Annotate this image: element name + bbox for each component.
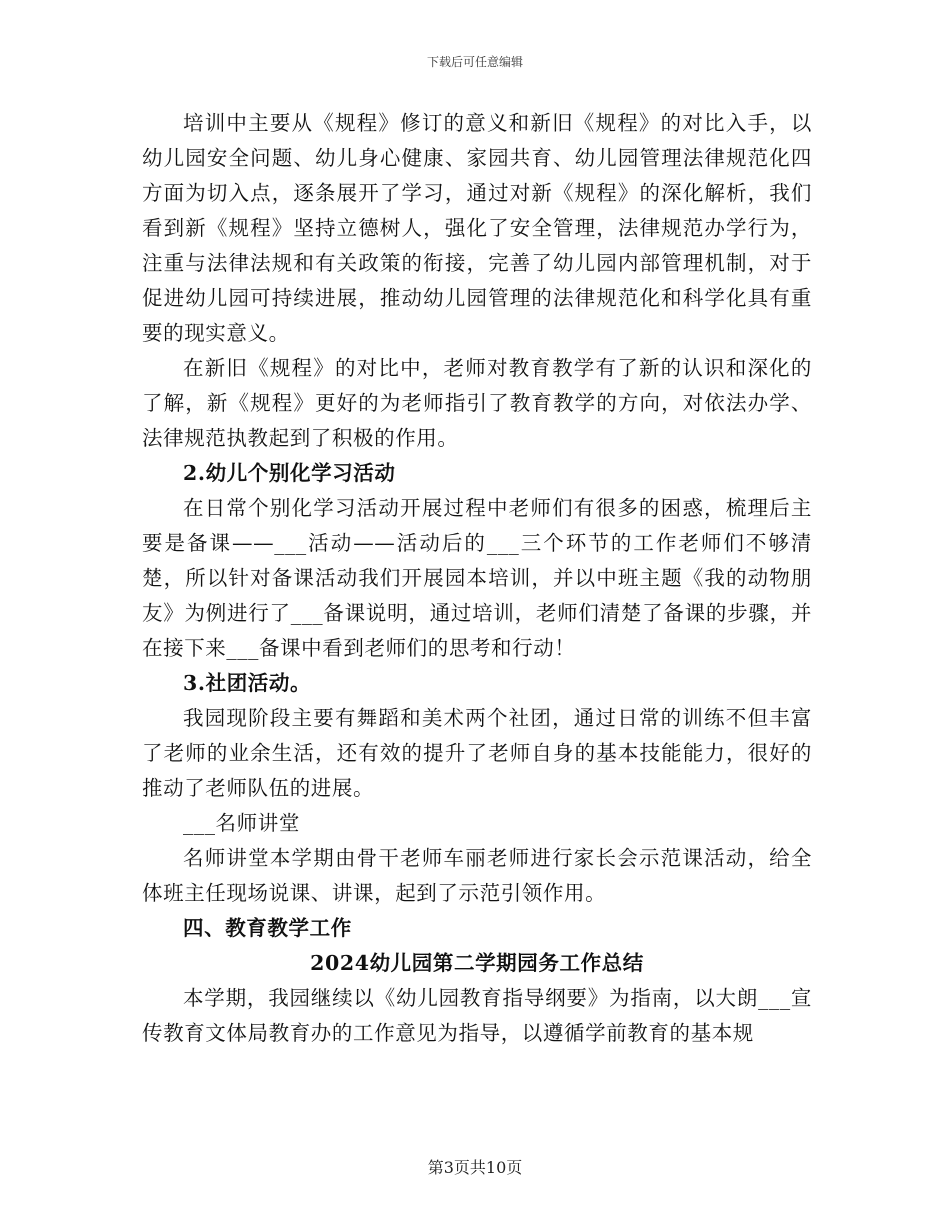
paragraph-old-new-comparison: 在新旧《规程》的对比中，老师对教育教学有了新的认识和深化的了解，新《规程》更好的为老师指引了教育教学的方向，对依法办学、法律规范执教起到了积极的作用。 <box>142 356 812 450</box>
paragraph-club-activities: 我园现阶段主要有舞蹈和美术两个社团，通过日常的训练不但丰富了老师的业余生活，还有效的提升了老师自身的基本技能能力，很好的推动了老师队伍的进展。 <box>142 706 812 800</box>
paragraph-individual-learning: 在日常个别化学习活动开展过程中老师们有很多的困惑，梳理后主要是备课——___活动——活动后的___三个环节的工作老师们不够清楚，所以针对备课活动我们开展园本培训，并以中班主题《我的动物朋友》为例进行了___备课说明，通过培训，老师们清楚了备课的步骤，并在接下来___备课中看到老师们的思考和行动！ <box>142 496 812 660</box>
paragraph-lecture: 名师讲堂本学期由骨干老师车丽老师进行家长会示范课活动，给全体班主任现场说课、讲课，起到了示范引领作用。 <box>142 846 812 905</box>
paragraph-semester-intro: 本学期，我园继续以《幼儿园教育指导纲要》为指南，以大朗___宣传教育文体局教育办的工作意见为指导，以遵循学前教育的基本规 <box>142 986 812 1045</box>
paragraph-lecture-label: ___名师讲堂 <box>183 811 300 835</box>
heading-individual-learning: 2.幼儿个别化学习活动 <box>183 461 396 485</box>
document-title: 2024幼儿园第二学期园务工作总结 <box>310 951 644 975</box>
heading-education-work: 四、教育教学工作 <box>183 916 352 940</box>
heading-club-activities: 3.社团活动。 <box>183 671 312 695</box>
document-body <box>142 106 812 1051</box>
page-footer: 第3页共10页 <box>427 1158 523 1177</box>
paragraph-training-content: 培训中主要从《规程》修订的意义和新旧《规程》的对比入手，以幼儿园安全问题、幼儿身心健康、家园共育、幼儿园管理法律规范化四方面为切入点，逐条展开了学习，通过对新《规程》的深化解析，我们看到新《规程》坚持立德树人，强化了安全管理，法律规范办学行为，注重与法律法规和有关政策的衔接，完善了幼儿园内部管理机制，对于促进幼儿园可持续进展，推动幼儿园管理的法律规范化和科学化具有重要的现实意义。 <box>142 111 812 345</box>
page-header: 下载后可任意编辑 <box>426 55 523 69</box>
